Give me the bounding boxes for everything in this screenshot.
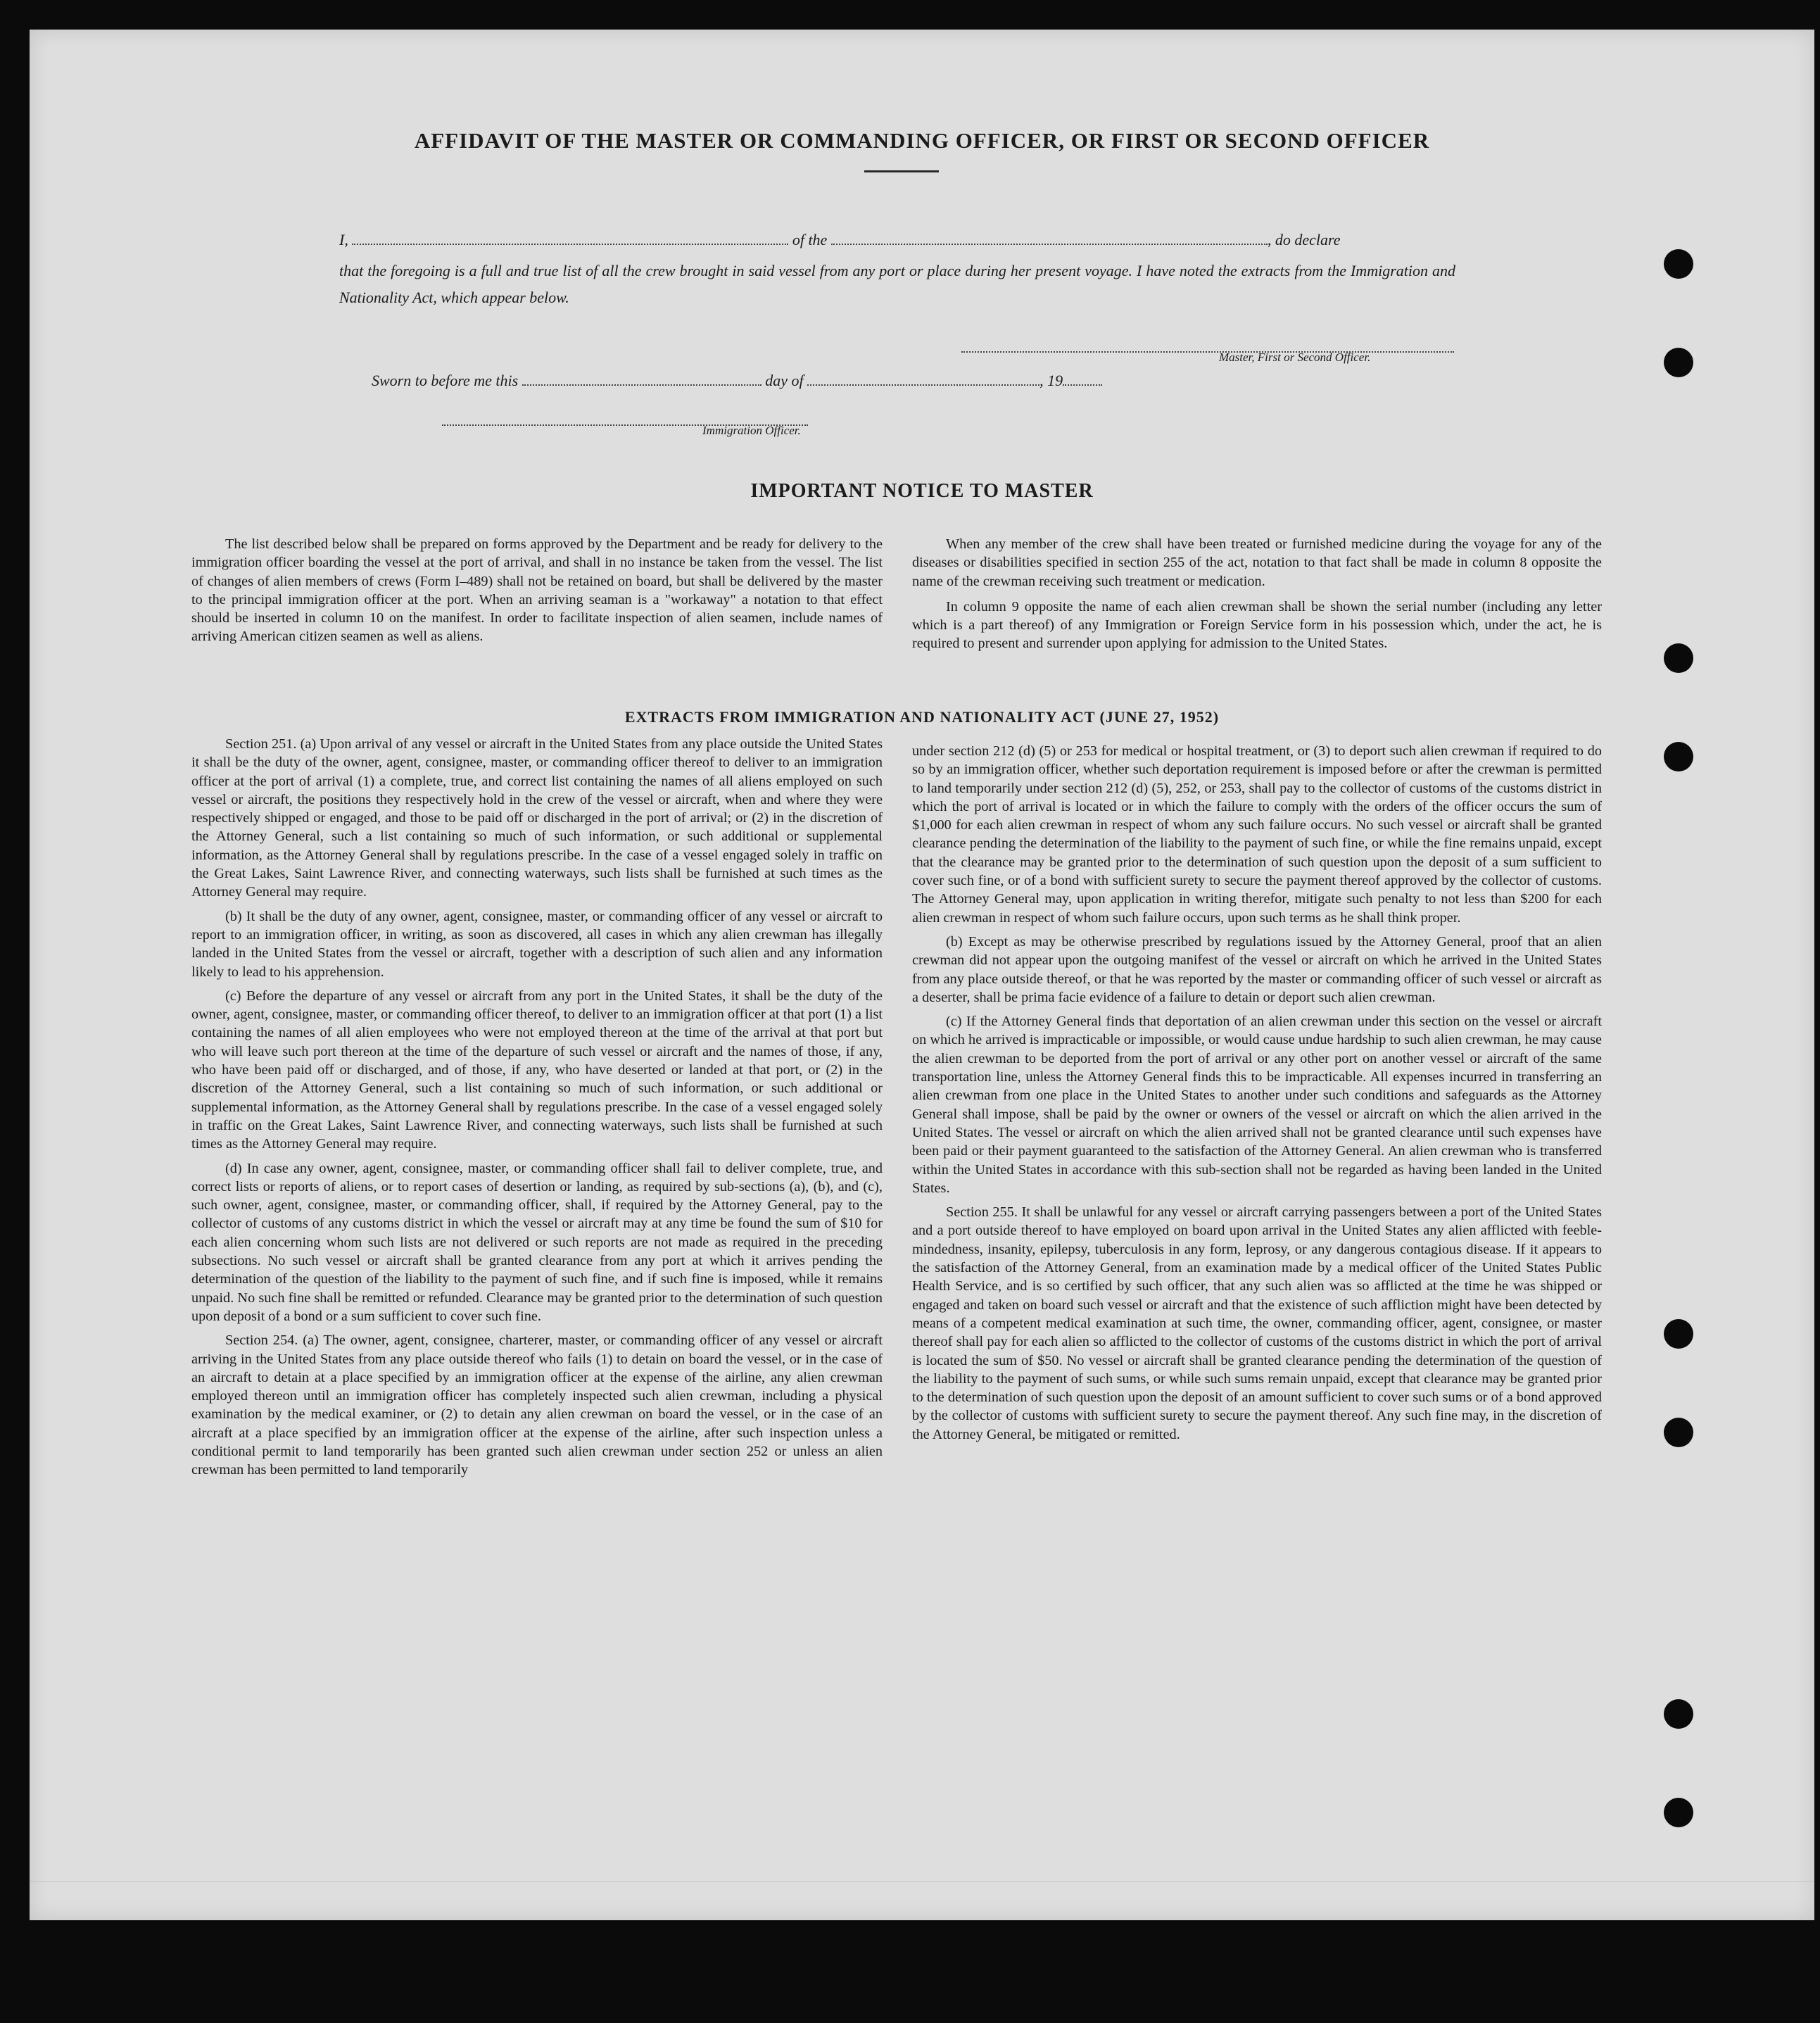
i-label: I, [339,231,348,248]
affidavit-title: AFFIDAVIT OF THE MASTER OR COMMANDING OFFICER, OR FIRST OR SECOND OFFICER [414,128,1430,153]
declarant-line [339,231,1340,249]
do-declare-label: , do declare [1267,231,1341,248]
notice-right-column [912,535,1602,653]
notice-title: IMPORTANT NOTICE TO MASTER [750,480,1094,502]
section-251c: (c) Before the departure of any vessel or aircraft from any port in the United States, it shall be the duty of the owner, agent, consignee, master, or commanding officer thereof, to deliver to an immigration officer at that port (1) a list containing the names of all alien employees who were not employed thereon at the time of the arrival at that port but who will leave such port thereon at the time of the departure of such vessel or aircraft and the names of those, if any, who have been paid off or discharged, and of those, if any, who have deserted or landed at that port, or (2) in the discretion of the Attorney General, such a list containing so much of such information, or such additional or supplemental information, as the Attorney General shall by regulations prescribe. In the case of a vessel engaged solely in traffic on the Great Lakes, Saint Lawrence River, and connecting waterways, such lists shall be furnished at such times as the Attorney General may require. [191,988,883,1152]
punch-hole-2 [1664,348,1693,377]
master-label: Master, First or Second Officer. [1219,351,1371,364]
section-254c: (c) If the Attorney General finds that deportation of an alien crewman under this section on the vessel or aircraft on which he arrived is impracticable or impossible, or would cause undue hardship to such alien crewman, he may cause the alien crewman to be deported from the port of arrival or any other port on another vessel or aircraft of the same transportation line, unless the Attorney General finds this to be impracticable. All expenses incurred in transferring an alien crewman from one place in the United States to another under such conditions and safeguards as the Attorney General shall impose, shall be paid by the owner or owners of the vessel or aircraft on which the alien arrived in the United States. The vessel or aircraft on which the alien arrived shall not be granted clearance until such expenses have been paid or their payment guaranteed to the satisfaction of the Attorney General. An alien crewman who is transferred within the United States in accordance with this sub-section shall not be regarded as having been landed in the United States. [912,1014,1602,1196]
extracts-title: EXTRACTS FROM IMMIGRATION AND NATIONALITY ACT (JUNE 27, 1952) [624,708,1220,726]
bleed-through-line [30,1881,1814,1882]
punch-hole-3 [1664,643,1693,673]
notice-right-text-2: In column 9 opposite the name of each alien crewman shall be shown the serial number (including any letter which is a part thereof) of any Immigration or Foreign Service form in his possession which, under the act, he is required to present and surrender upon applying for admission to the United States. [912,598,1602,652]
section-251a: Section 251. (a) Upon arrival of any vessel or aircraft in the United States from any place outside the United States it shall be the duty of the owner, agent, consignee, master, or commanding officer thereof to deliver to an immigration officer at the port of arrival (1) a complete, true, and correct list containing the names of all aliens employed on such vessel or aircraft, the positions they respectively hold in the crew of the vessel or aircraft, when and where they were respectively shipped or engaged, and those to be paid off or discharged in the port of arrival; or (2) in the discretion of the Attorney General, such a list containing so much of such information, or such additional or supplemental information, as the Attorney General shall by regulations prescribe. In the case of a vessel engaged solely in traffic on the Great Lakes, Saint Lawrence River, and connecting waterways, such lists shall be furnished at such times as the Attorney General may require. [191,736,883,900]
sworn-line [372,372,1102,390]
declarant-name-field[interactable] [352,244,788,245]
notice-right-text-1: When any member of the crew shall have been treated or furnished medicine during the voyage for any of the diseases or disabilities specified in section 255 of the act, notation to that fact shall be made in column 8 opposite the name of the crewman receiving such treatment or medication. [912,536,1602,589]
declaration-text: that the foregoing is a full and true list of all the crew brought in said vessel from any port or place during her present voyage. I have noted the extracts from the Immigration and Nationality Act, which appear below. [339,262,1455,306]
section-254a-continued: under section 212 (d) (5) or 253 for medical or hospital treatment, or (3) to deport such alien crewman if required to do so by an immigration officer, whether such deportation requirement is imposed before or after the crewman is permitted to land temporarily under section 212 (d) (5), 252, or 253, shall pay to the collector of customs of the customs district in which the port of arrival is located or in which the failure to comply with the orders of the officer occurs the sum of $1,000 for each alien crewman in respect of whom any such failure occurs. No such vessel or aircraft shall be granted clearance pending the determination of the liability to the payment of such fine, or while the fine remains unpaid, except that the clearance may be granted prior to the determination of such question upon the deposit of a sum sufficient to cover such fine, or of a bond with sufficient surety to secure the payment thereof approved by the collector of customs. The Attorney General may, upon application in writing therefor, mitigate such penalty to not less than $200 for each alien crewman in respect of whom such failure occurs, upon such terms as he shall think proper. [912,743,1602,926]
sworn-day-field[interactable] [522,384,762,386]
notice-left-column [191,535,883,646]
section-251d: (d) In case any owner, agent, consignee, master, or commanding officer shall fail to deliver complete, true, and correct lists or reports of aliens, or to report cases of desertion or landing, as required by sub-sections (a), (b), and (c), such owner, agent, consignee, master, or commanding officer, shall, if required by the Attorney General, pay to the collector of customs of any customs district in which the vessel or aircraft may at any time be found the sum of $10 for each alien concerning whom such lists are not delivered or such reports are not made as required in the preceding subsections. No such vessel or aircraft shall be granted clearance from any port at which it arrives pending the determination of the question of the liability to the payment of such fine, and if such fine is imposed, while it remains unpaid. No such fine shall be remitted or refunded. Clearance may be granted prior to the determination of such question upon deposit of a bond or a sum sufficient to cover such fine. [191,1160,883,1324]
notice-left-text: The list described below shall be prepared on forms approved by the Department and be ready for delivery to the immigration officer boarding the vessel at the port of arrival, and shall in no instance be taken from the vessel. The list of changes of alien members of crews (Form I–489) shall not be retained on board, but shall be delivered by the master to the principal immigration officer at the port. When an arriving seaman is a "workaway" a notation to that effect should be inserted in column 10 on the manifest. In order to facilitate inspection of alien seamen, include names of arriving American citizen seamen as well as aliens. [191,536,883,645]
section-255: Section 255. It shall be unlawful for any vessel or aircraft carrying passengers between a port of the United States and a port outside thereof to have employed on board upon arrival in the United States any alien afflicted with feeble-mindedness, insanity, epilepsy, tuberculosis in any form, leprosy, or any dangerous contagious disease. If it appears to the satisfaction of the Attorney General, from an examination made by a medical officer of the United States Public Health Service, and is so certified by such officer, that any such alien was so afflicted at the time he was shipped or engaged and taken on board such vessel or aircraft and that the existence of such affliction might have been detected by means of a competent medical examination at such time, the owner, commanding officer, agent, consignee, or master thereof shall pay for each alien so afflicted to the collector of customs of the customs district in which the port of arrival is located the sum of $50. No vessel or aircraft shall be granted clearance pending the determination of the question of the liability to the payment of such sums, or while such sums remain unpaid, except that clearance may be granted prior to the determination of such question upon the deposit of an amount sufficient to cover such sums or of a bond approved by the collector of customs with sufficient surety to secure the payment thereof. Any such fine may, in the discretion of the Attorney General, be mitigated or remitted. [912,1204,1602,1442]
title-divider [864,170,939,172]
sworn-year-field[interactable] [1063,384,1102,386]
master-signature-field[interactable] [961,344,1454,356]
document-page [30,30,1814,1920]
punch-hole-5 [1664,1319,1693,1349]
sworn-label: Sworn to before me this [372,372,519,389]
extracts-right-column [912,742,1602,1444]
punch-hole-4 [1664,742,1693,771]
section-254a: Section 254. (a) The owner, agent, consignee, charterer, master, or commanding officer of any vessel or aircraft arriving in the United States from any place outside thereof who fails (1) to detain on board the vessel, or in the case of an aircraft to detain at a place specified by an immigration officer at the expense of the airline, any alien crewman employed thereon until an immigration officer has completely inspected such alien crewman, including a physical examination by the medical examiner, or (2) to detain any alien crewman on board the vessel, or in the case of an aircraft at a place specified by an immigration officer at the expense of the airline, after such inspection unless a conditional permit to land temporarily has been granted such alien crewman under section 252 or unless an alien crewman has been permitted to land temporarily [191,1332,883,1478]
punch-hole-7 [1664,1699,1693,1729]
vessel-name-field[interactable] [831,244,1268,245]
officer-label: Immigration Officer. [702,424,801,437]
extracts-left-column [191,735,883,1480]
punch-hole-1 [1664,249,1693,279]
punch-hole-6 [1664,1418,1693,1447]
year-label: , 19 [1039,372,1063,389]
day-of-label: day of [765,372,804,389]
section-251b: (b) It shall be the duty of any owner, agent, consignee, master, or commanding officer of any vessel or aircraft to report to an immigration officer, in writing, as soon as discovered, all cases in which any alien crewman has illegally landed in the United States from the vessel or aircraft, together with a description of such alien and any information likely to lead to his apprehension. [191,908,883,980]
sworn-month-field[interactable] [807,384,1039,386]
section-254b: (b) Except as may be otherwise prescribed by regulations issued by the Attorney General, proof that an alien crewman did not appear upon the outgoing manifest of the vessel or aircraft on which he arrived in the United States from any place outside thereof, or that he was reported by the master or commanding officer of such vessel or aircraft as a deserter, shall be prima facie evidence of a failure to detain or deport such alien crewman. [912,933,1602,1005]
punch-hole-8 [1664,1798,1693,1827]
of-the-label: of the [792,231,828,248]
